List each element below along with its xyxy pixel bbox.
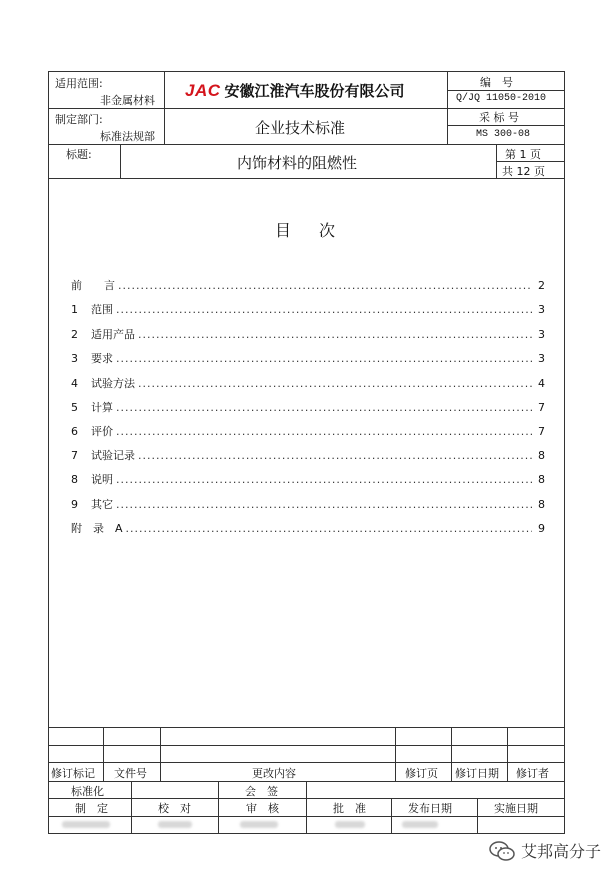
approve-label: 批 准 [333,802,366,815]
header-bottom [48,178,565,179]
toc-entry-title: 试验记录 [91,449,135,462]
toc-entry[interactable] [71,398,545,416]
blurred-signature [240,821,278,828]
toc-entry-title: 其它 [91,498,113,511]
page-current: 第 1 页 [505,148,541,161]
leader-dots [116,425,532,438]
adopt-value: MS 300-08 [476,129,531,140]
toc-entry-title: 前 言 [71,279,115,292]
header-sub-line [447,125,565,126]
leader-dots [138,377,532,390]
rev-mark-header: 修订标记 [51,767,95,780]
toc-entry[interactable] [71,349,545,367]
toc-entry-number: 7 [71,448,78,462]
reviser-header: 修订者 [516,767,549,780]
toc-entry-page: 7 [538,400,545,414]
dept-value: 标准法规部 [100,130,155,143]
toc-entry[interactable] [71,519,545,537]
blurred-signature [335,821,365,828]
leader-dots [138,449,532,462]
blurred-signature [158,821,192,828]
effective-date-label: 实施日期 [494,802,538,815]
toc-entry-number: 5 [71,400,78,414]
blurred-signature [62,821,110,828]
toc-entry-number: 4 [71,376,78,390]
scope-value: 非金属材料 [100,94,155,107]
toc-entry-page: 7 [538,424,545,438]
toc-heading: 目 次 [275,221,342,240]
leader-dots [116,473,532,486]
publish-date-label: 发布日期 [408,802,452,815]
footer-line [48,727,565,728]
code-label: 编 号 [480,76,513,89]
leader-dots [116,401,532,414]
code-value: Q/JQ 11050-2010 [456,93,547,104]
toc-entry[interactable] [71,422,545,440]
toc-entry-title: 附 录 A [71,522,123,535]
toc-entry-number: 2 [71,327,78,341]
jac-logo: JAC [185,80,221,100]
toc-entry-page: 4 [538,376,545,390]
toc-entry-page: 3 [538,327,545,341]
title-label: 标题: [66,148,92,161]
footer-line [48,762,565,763]
toc-entry[interactable] [71,470,545,488]
toc-entry-number: 9 [71,497,78,511]
header-col-line [447,71,448,144]
toc-entry-page: 3 [538,351,545,365]
footer-col-line [160,727,161,781]
page-total: 共 12 页 [502,165,545,178]
toc-entry-number: 3 [71,351,78,365]
toc-entry-title: 试验方法 [91,377,135,390]
footer-col-line [103,727,104,781]
leader-dots [118,279,532,292]
header-sub-line [447,90,565,91]
footer-col-line [507,727,508,781]
toc-entry[interactable] [71,325,545,343]
toc-entry-title: 说明 [91,473,113,486]
footer-col-line [395,727,396,781]
document-title: 内饰材料的阻燃性 [237,154,358,172]
footer-line [48,745,565,746]
file-no-header: 文件号 [114,767,147,780]
toc-entry-title: 范围 [91,303,113,316]
header-col-line [164,71,165,144]
toc-entry[interactable] [71,446,545,464]
countersign-label: 会 签 [245,785,278,798]
toc-entry-page: 8 [538,497,545,511]
rev-date-header: 修订日期 [455,767,499,780]
toc-entry-title: 要求 [91,352,113,365]
wechat-icon [489,841,515,861]
toc-entry-page: 8 [538,448,545,462]
toc-entry-page: 9 [538,521,545,535]
header-divider [48,144,565,145]
leader-dots [126,522,532,535]
proofread-label: 校 对 [158,802,191,815]
toc-entry-page: 3 [538,302,545,316]
toc-entry-title: 适用产品 [91,328,135,341]
blurred-signature [402,821,438,828]
toc-entry[interactable] [71,495,545,513]
standardize-label: 标准化 [71,785,104,798]
toc-entry-page: 2 [538,278,545,292]
toc-entry-page: 8 [538,472,545,486]
toc-entry-number: 6 [71,424,78,438]
leader-dots [138,328,532,341]
scope-label: 适用范围: [55,77,103,90]
leader-dots [116,498,532,511]
toc-entry-number: 1 [71,302,78,316]
toc-entry[interactable] [71,300,545,318]
toc-entry[interactable] [71,374,545,392]
footer-col-line [391,798,392,834]
toc-entry-title: 计算 [91,401,113,414]
header-col-line [120,144,121,178]
footer-col-line [131,781,132,834]
toc-entry[interactable] [71,276,545,294]
change-content-header: 更改内容 [252,767,296,780]
toc-entry-number: 8 [71,472,78,486]
footer-col-line [218,781,219,834]
leader-dots [116,352,532,365]
adopt-label: 采 标 号 [479,111,519,124]
rev-page-header: 修订页 [405,767,438,780]
dept-label: 制定部门: [55,113,103,126]
toc-entry-title: 评价 [91,425,113,438]
footer-col-line [451,727,452,781]
prepare-label: 制 定 [75,802,108,815]
footer-col-line [477,798,478,834]
company-header [185,80,405,101]
watermark-text: 艾邦高分子 [520,842,601,861]
leader-dots [116,303,532,316]
watermark [489,839,601,862]
company-name: 安徽江淮汽车股份有限公司 [224,82,405,100]
review-label: 审 核 [246,802,279,815]
footer-col-line [306,781,307,834]
standard-type: 企业技术标准 [255,119,346,137]
